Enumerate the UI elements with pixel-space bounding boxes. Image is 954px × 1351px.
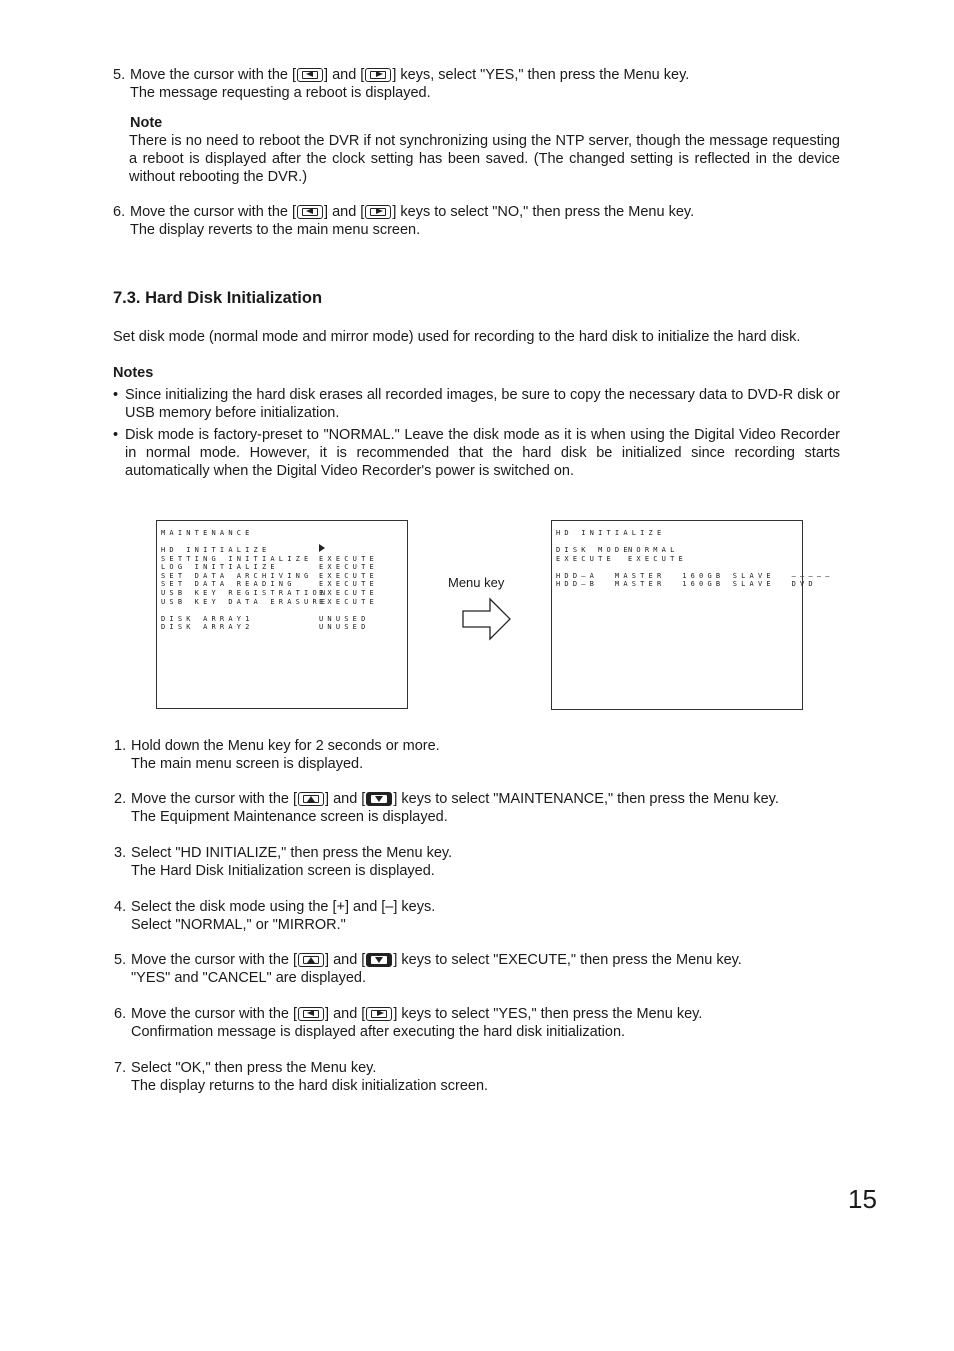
arrow-right-icon — [462, 597, 512, 641]
step-number: 6. — [114, 1006, 127, 1022]
page-number: 15 — [848, 1184, 877, 1214]
arrow-label: Menu key — [448, 575, 505, 590]
hd-initialize-screen — [551, 520, 834, 710]
step-number: 5. — [113, 67, 126, 83]
step-subtext: Select "NORMAL," or "MIRROR." — [131, 917, 346, 933]
right-key-icon — [365, 205, 391, 219]
execute-label: EXECUTE — [556, 554, 615, 563]
up-key-icon — [298, 792, 324, 806]
menu-value: UNUSED — [319, 623, 370, 632]
step-text: Move the cursor with the [ ] and [ ] keys to select "YES," then press the Menu key. — [131, 1006, 703, 1022]
menu-value: EXECUTE — [319, 589, 378, 597]
screen-title: HD INITIALIZE — [556, 529, 666, 537]
menu-value: EXECUTE — [319, 571, 378, 580]
step-subtext: The Equipment Maintenance screen is displayed. — [131, 809, 448, 825]
step-text: Select the disk mode using the [+] and [–] keys. — [131, 899, 436, 915]
step-text: Select "HD INITIALIZE," then press the Menu key. — [131, 845, 453, 861]
step-text: Move the cursor with the [ ] and [ ] keys, select "YES," then press the Menu key. — [130, 67, 690, 83]
step-subtext: "YES" and "CANCEL" are displayed. — [131, 970, 366, 986]
step-text: Move the cursor with the [ ] and [ ] keys to select "EXECUTE," then press the Menu key. — [131, 952, 742, 968]
step-number: 2. — [114, 791, 127, 807]
menu-label: SET DATA ARCHIVING — [161, 571, 313, 580]
menu-label: USB KEY REGISTRATION — [161, 589, 330, 597]
step-subtext: The display returns to the hard disk initialization screen. — [131, 1078, 489, 1094]
step-number: 4. — [114, 899, 127, 915]
step-number: 6. — [113, 204, 126, 220]
down-key-icon — [366, 792, 392, 806]
menu-value: UNUSED — [319, 614, 370, 623]
maintenance-screen — [156, 520, 408, 709]
note-item: Since initializing the hard disk erases all recorded images, be sure to copy the necessary data to DVD-R disk or USB memory before initialization. — [125, 387, 840, 421]
step-text: Hold down the Menu key for 2 seconds or more. — [131, 738, 440, 754]
menu-label: SET DATA READING — [161, 580, 296, 589]
left-key-icon — [298, 1007, 324, 1021]
step-number: 1. — [114, 738, 127, 754]
step-subtext: The message requesting a reboot is displayed. — [130, 85, 431, 101]
up-key-icon — [298, 953, 324, 967]
right-key-icon — [365, 68, 391, 82]
menu-label: HD INITIALIZE — [161, 546, 271, 554]
note-item: Disk mode is factory-preset to "NORMAL." Leave the disk mode as it is when using the Digital Video Recorder in normal mode. However, it is recommended that the hard disk be initialized since recording starts automatically when the Digital Video Recorder's power is switched on. — [125, 427, 840, 479]
menu-label: LOG INITIALIZE — [161, 563, 279, 572]
step-text: Move the cursor with the [ ] and [ ] keys to select "MAINTENANCE," then press the Menu key. — [131, 791, 779, 807]
left-key-icon — [297, 68, 323, 82]
menu-value: EXECUTE — [319, 554, 378, 563]
hdd-b-row: HDD–B MASTER 160GB SLAVE DVD — [556, 580, 817, 589]
left-key-icon — [297, 205, 323, 219]
step-text: Move the cursor with the [ ] and [ ] keys to select "NO," then press the Menu key. — [130, 204, 695, 220]
step-number: 5. — [114, 952, 127, 968]
section-title: 7.3. Hard Disk Initialization — [113, 289, 323, 307]
step-subtext: Confirmation message is displayed after executing the hard disk initialization. — [131, 1024, 626, 1040]
step-number: 7. — [114, 1060, 127, 1076]
disk-mode-label: DISK MODE — [556, 546, 632, 554]
down-key-icon — [366, 953, 392, 967]
menu-label: USB KEY DATA ERASURE — [161, 597, 330, 606]
menu-value: EXECUTE — [319, 580, 378, 589]
hdd-a-row: HDD–A MASTER 160GB SLAVE ––––– — [556, 571, 834, 580]
notes-title: Notes — [113, 365, 154, 381]
note-title: Note — [130, 115, 163, 131]
step-subtext: The display reverts to the main menu screen. — [130, 222, 421, 238]
cursor-icon — [319, 544, 325, 552]
menu-label: DISK ARRAY2 — [161, 623, 254, 632]
step-number: 3. — [114, 845, 127, 861]
menu-value: EXECUTE — [319, 597, 378, 606]
disk-mode-value: NORMAL — [628, 546, 679, 554]
step-subtext: The Hard Disk Initialization screen is displayed. — [131, 863, 435, 879]
note-text: There is no need to reboot the DVR if not synchronizing using the NTP server, though the message requesting a reboot is displayed after the clock setting has been saved. (The changed setting is reflected in the device without rebooting the DVR.) — [129, 133, 840, 185]
menu-value: EXECUTE — [319, 563, 378, 572]
bullet: • — [113, 427, 119, 443]
screen-title: MAINTENANCE — [161, 529, 254, 537]
menu-label: DISK ARRAY1 — [161, 614, 254, 623]
step-text: Select "OK," then press the Menu key. — [131, 1060, 377, 1076]
execute-value: EXECUTE — [628, 554, 687, 563]
step-subtext: The main menu screen is displayed. — [131, 756, 364, 772]
right-key-icon — [366, 1007, 392, 1021]
section-intro: Set disk mode (normal mode and mirror mode) used for recording to the hard disk to initialize the hard disk. — [113, 329, 801, 345]
bullet: • — [113, 387, 119, 403]
menu-label: SETTING INITIALIZE — [161, 554, 313, 563]
